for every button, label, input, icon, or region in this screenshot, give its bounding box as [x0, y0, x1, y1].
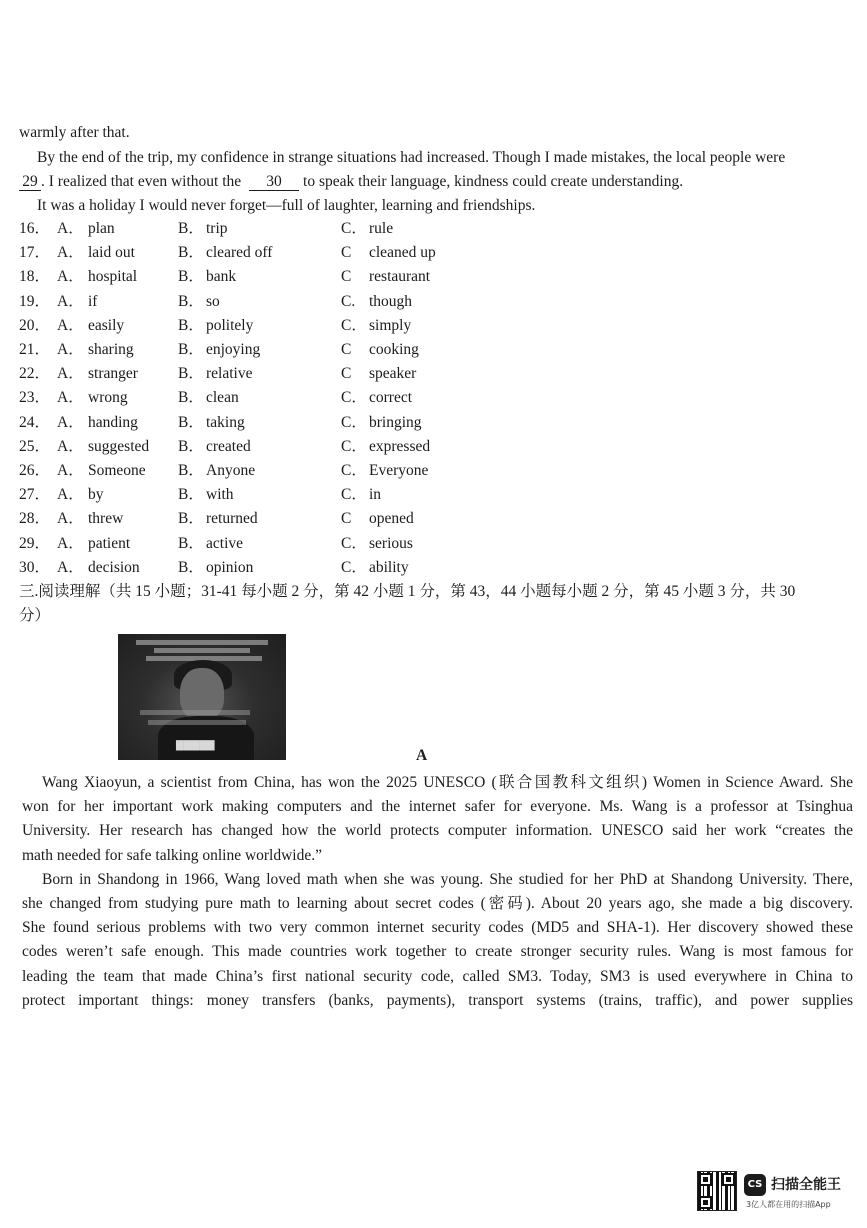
- option-b-letter: B．: [178, 292, 204, 310]
- question-number: 24．: [19, 413, 51, 431]
- question-number: 20．: [19, 316, 51, 334]
- option-a: easily: [88, 316, 125, 334]
- option-b: enjoying: [206, 341, 261, 358]
- passage-line: [19, 172, 683, 192]
- option-b-letter: B．: [178, 534, 204, 552]
- question-number: 17．: [19, 244, 51, 262]
- option-c-letter: C．: [341, 220, 367, 237]
- camscanner-logo-icon: CS: [744, 1174, 766, 1196]
- option-a-letter: A．: [57, 558, 84, 576]
- option-c: though: [369, 292, 413, 310]
- option-a-letter: A．: [57, 413, 84, 431]
- option-c-letter: C．: [341, 437, 367, 455]
- option-c: expressed: [369, 437, 431, 455]
- passage-a-line: math needed for safe talking online worldwide.”: [22, 846, 322, 864]
- option-c: opened: [369, 510, 414, 528]
- option-b-letter: B．: [178, 510, 204, 528]
- option-a: by: [88, 486, 104, 504]
- scanner-tagline: 3亿人都在用的扫描App: [746, 1200, 831, 1209]
- question-number: 16．: [19, 220, 51, 237]
- option-c-letter: C: [341, 365, 352, 383]
- option-c: simply: [369, 316, 412, 334]
- option-b-letter: B．: [178, 365, 204, 383]
- question-number: 26．: [19, 462, 51, 479]
- option-b: active: [206, 534, 244, 552]
- option-a: decision: [88, 558, 140, 576]
- option-b: so: [206, 292, 220, 310]
- option-c-letter: C.: [341, 292, 356, 310]
- option-c: rule: [369, 220, 394, 237]
- passage-a-line: University. Her research has changed how the world protects computer information. UNESCO said her work “creates the: [22, 822, 853, 840]
- option-a-letter: A．: [57, 220, 84, 237]
- option-a: hospital: [88, 268, 138, 286]
- option-a-letter: A．: [57, 510, 84, 528]
- option-c: speaker: [369, 365, 417, 383]
- option-a-letter: A．: [57, 365, 84, 383]
- option-b: relative: [206, 365, 253, 383]
- option-a: wrong: [88, 389, 128, 407]
- question-number: 29．: [19, 534, 51, 552]
- question-number: 22．: [19, 365, 51, 383]
- option-a-letter: A．: [57, 268, 84, 286]
- option-c: cooking: [369, 341, 419, 358]
- passage-a-line: Wang Xiaoyun, a scientist from China, has won the 2025 UNESCO (联合国教科文组织) Women in Science Award. She: [42, 774, 853, 791]
- option-b-letter: B．: [178, 316, 204, 334]
- option-b: bank: [206, 268, 237, 286]
- option-b: opinion: [206, 558, 254, 576]
- passage-text: to speak their language, kindness could create understanding.: [303, 173, 684, 190]
- question-number: 25．: [19, 437, 51, 455]
- option-a: stranger: [88, 365, 138, 383]
- option-a: handing: [88, 413, 138, 431]
- passage-a-line: won for her important work making computers and the internet safer for everyone. Ms. Wang is a professor at Tsinghua: [22, 798, 853, 816]
- option-c-letter: C: [341, 341, 352, 358]
- option-b: taking: [206, 413, 245, 431]
- question-number: 23．: [19, 389, 51, 407]
- option-c: cleaned up: [369, 244, 436, 262]
- part-label: A: [416, 747, 428, 764]
- option-a: threw: [88, 510, 124, 528]
- option-b: returned: [206, 510, 258, 528]
- option-c-letter: C．: [341, 558, 367, 576]
- question-number: 18．: [19, 268, 51, 286]
- option-c-letter: C．: [341, 316, 367, 334]
- passage-a-line: leading the team that made China’s first national security code, called SM3. Today, SM3 is used everywhere in China to: [22, 967, 853, 985]
- option-c-letter: C: [341, 510, 352, 528]
- option-b: with: [206, 486, 234, 504]
- option-b-letter: B．: [178, 220, 204, 237]
- section-heading: 三.阅读理解（共 15 小题；31-41 每小题 2 分，第 42 小题 1 分，第 43，44 小题每小题 2 分，第 45 小题 3 分，共 30: [19, 583, 796, 600]
- option-b: created: [206, 437, 251, 455]
- option-c-letter: C．: [341, 413, 367, 431]
- option-a-letter: A．: [57, 462, 84, 479]
- option-a: plan: [88, 220, 115, 237]
- option-b-letter: B．: [178, 389, 204, 407]
- option-a-letter: A．: [57, 389, 84, 407]
- option-a-letter: A．: [57, 244, 84, 262]
- option-b-letter: B．: [178, 341, 204, 358]
- option-a: sharing: [88, 341, 134, 358]
- option-c: Everyone: [369, 462, 429, 479]
- blank-30: 30: [249, 173, 299, 191]
- option-c-letter: C．: [341, 534, 367, 552]
- option-c-letter: C: [341, 268, 352, 286]
- option-c-letter: C．: [341, 462, 367, 479]
- option-a: if: [88, 292, 98, 310]
- passage-text: . I realized that even without the: [41, 173, 242, 190]
- passage-a-line: protect important things: money transfers (banks, payments), transport systems (trains, traffic), and power supplies: [22, 991, 853, 1009]
- option-a-letter: A．: [57, 534, 84, 552]
- question-number: 19．: [19, 292, 51, 310]
- passage-line: It was a holiday I would never forget—full of laughter, learning and friendships.: [37, 197, 536, 214]
- option-a-letter: A．: [57, 316, 84, 334]
- option-b: trip: [206, 220, 228, 237]
- option-c: in: [369, 486, 382, 504]
- passage-line: By the end of the trip, my confidence in strange situations had increased. Though I made mistakes, the local people were: [37, 149, 786, 166]
- option-b-letter: B．: [178, 413, 204, 431]
- option-a: laid out: [88, 244, 135, 262]
- option-b: clean: [206, 389, 239, 407]
- option-a-letter: A．: [57, 437, 84, 455]
- option-b-letter: B．: [178, 268, 204, 286]
- option-c-letter: C．: [341, 389, 367, 407]
- option-a-letter: A．: [57, 292, 84, 310]
- option-a: Someone: [88, 462, 146, 479]
- option-b-letter: B．: [178, 462, 204, 479]
- option-c: serious: [369, 534, 413, 552]
- passage-a-line: she changed from studying pure math to learning about secret codes (密码). About 20 years ago, she made a big discovery.: [22, 895, 853, 912]
- option-a: suggested: [88, 437, 150, 455]
- option-c-letter: C．: [341, 486, 367, 504]
- scanner-app-name: 扫描全能王: [771, 1177, 841, 1193]
- blank-29: 29: [19, 173, 41, 191]
- option-a-letter: A．: [57, 341, 84, 358]
- question-number: 28．: [19, 510, 51, 528]
- option-c: bringing: [369, 413, 422, 431]
- option-a-letter: A．: [57, 486, 84, 504]
- option-b-letter: B．: [178, 486, 204, 504]
- option-c: ability: [369, 558, 409, 576]
- passage-a-line: codes weren’t safe enough. This made countries work together to create stronger security rules. Wang is most famous for: [22, 943, 853, 961]
- news-photo: ▇▇▇▇▇: [118, 634, 286, 760]
- passage-line: warmly after that.: [19, 124, 130, 141]
- passage-a-line: She found serious problems with two very common internet security codes (MD5 and SHA-1). Her discovery showed these: [22, 919, 853, 937]
- question-number: 27．: [19, 486, 51, 504]
- passage-a-line: Born in Shandong in 1966, Wang loved math when she was young. She studied for her PhD at Shandong University. There,: [42, 870, 853, 888]
- option-b-letter: B．: [178, 437, 204, 455]
- option-c: correct: [369, 389, 413, 407]
- option-c-letter: C: [341, 244, 352, 262]
- option-a: patient: [88, 534, 131, 552]
- question-number: 30．: [19, 558, 51, 576]
- option-c: restaurant: [369, 268, 431, 286]
- section-heading-cont: 分）: [19, 607, 51, 624]
- option-b: Anyone: [206, 462, 256, 479]
- option-b-letter: B．: [178, 244, 204, 262]
- option-b: politely: [206, 316, 254, 334]
- qr-code-icon: [697, 1171, 737, 1211]
- option-b-letter: B．: [178, 558, 204, 576]
- question-number: 21．: [19, 341, 51, 358]
- option-b: cleared off: [206, 244, 273, 262]
